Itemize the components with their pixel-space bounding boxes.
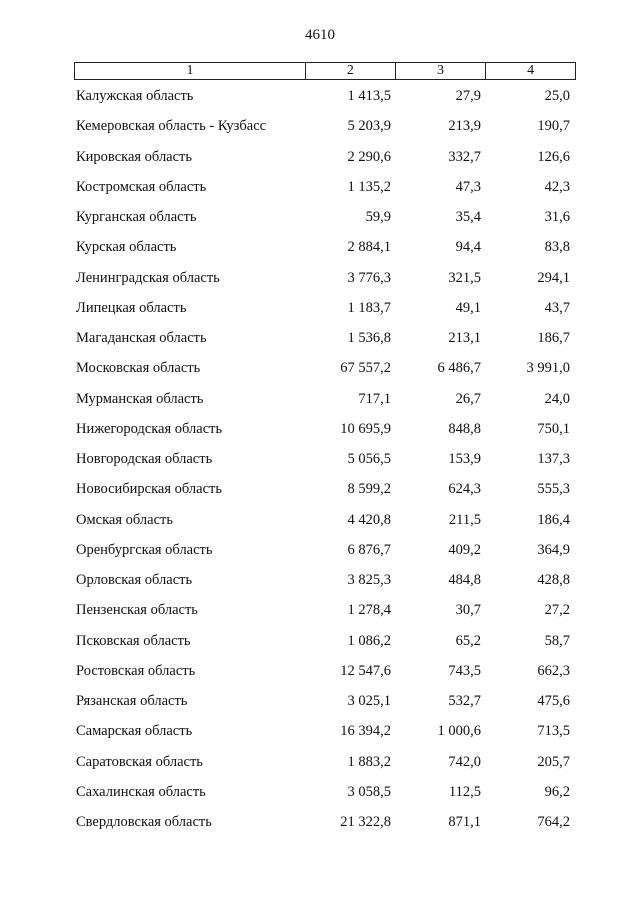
table-row xyxy=(0,237,640,267)
region-name: Кировская область xyxy=(76,148,193,165)
value-col-3: 153,9 xyxy=(448,451,481,467)
value-col-3: 743,5 xyxy=(448,662,481,679)
region-name: Сахалинская область xyxy=(76,783,206,800)
value-col-2: 2 884,1 xyxy=(347,239,391,256)
column-number-header xyxy=(74,62,576,80)
table-row xyxy=(0,207,640,237)
value-col-4: 24,0 xyxy=(544,390,570,407)
table-row xyxy=(0,449,640,479)
table-row xyxy=(0,600,640,630)
table-row xyxy=(0,752,640,782)
value-col-3: 848,8 xyxy=(448,420,481,437)
value-col-3: 213,1 xyxy=(448,330,481,346)
value-col-3: 211,5 xyxy=(448,511,481,528)
value-col-2: 1 278,4 xyxy=(347,602,391,619)
region-name: Самарская область xyxy=(76,723,193,740)
column-header-1: 1 xyxy=(186,63,194,78)
value-col-3: 871,1 xyxy=(448,814,481,830)
value-col-4: 58,7 xyxy=(544,632,570,649)
table-row xyxy=(0,570,640,600)
value-col-3: 65,2 xyxy=(455,632,481,649)
value-col-3: 27,9 xyxy=(455,88,481,104)
table-row xyxy=(0,389,640,419)
value-col-4: 294,1 xyxy=(537,269,570,286)
column-header-4: 4 xyxy=(485,63,575,79)
value-col-2: 67 557,2 xyxy=(340,360,391,377)
value-col-2: 1 183,7 xyxy=(347,299,391,316)
value-col-4: 475,6 xyxy=(537,693,570,709)
value-col-2: 6 876,7 xyxy=(347,541,391,558)
value-col-4: 31,6 xyxy=(544,209,570,225)
region-name: Мурманская область xyxy=(76,390,204,407)
value-col-4: 96,2 xyxy=(544,783,570,800)
value-col-4: 186,4 xyxy=(537,511,570,528)
value-col-2: 2 290,6 xyxy=(347,148,391,165)
table-row xyxy=(0,358,640,388)
region-name: Новгородская область xyxy=(76,451,213,467)
value-col-3: 321,5 xyxy=(448,269,481,286)
region-name: Свердловская область xyxy=(76,814,212,830)
region-name: Пензенская область xyxy=(76,602,198,619)
value-col-4: 42,3 xyxy=(544,178,570,195)
value-col-3: 49,1 xyxy=(455,299,481,316)
value-col-2: 3 025,1 xyxy=(347,693,391,709)
region-name: Рязанская область xyxy=(76,693,188,709)
column-header-3: 3 xyxy=(395,63,486,79)
value-col-2: 3 825,3 xyxy=(347,572,391,588)
value-col-2: 5 056,5 xyxy=(347,451,391,467)
region-name: Псковская область xyxy=(76,632,191,649)
value-col-2: 21 322,8 xyxy=(340,814,391,830)
region-name: Ростовская область xyxy=(76,662,196,679)
value-col-4: 126,6 xyxy=(537,148,570,165)
value-col-4: 27,2 xyxy=(544,602,570,619)
value-col-2: 1 536,8 xyxy=(347,330,391,346)
table-body xyxy=(0,86,640,842)
value-col-3: 332,7 xyxy=(448,148,481,165)
table-row xyxy=(0,177,640,207)
region-name: Московская область xyxy=(76,360,201,377)
table-row xyxy=(0,691,640,721)
value-col-2: 1 135,2 xyxy=(347,178,391,195)
value-col-4: 83,8 xyxy=(544,239,570,256)
region-name: Калужская область xyxy=(76,88,194,104)
table-row xyxy=(0,268,640,298)
value-col-4: 3 991,0 xyxy=(526,360,570,377)
value-col-2: 1 883,2 xyxy=(347,753,391,770)
value-col-2: 3 058,5 xyxy=(347,783,391,800)
value-col-3: 742,0 xyxy=(448,753,481,770)
value-col-4: 137,3 xyxy=(537,451,570,467)
value-col-4: 186,7 xyxy=(537,330,570,346)
value-col-4: 190,7 xyxy=(537,118,570,135)
region-name: Оренбургская область xyxy=(76,541,213,558)
value-col-3: 26,7 xyxy=(455,390,481,407)
value-col-3: 35,4 xyxy=(455,209,481,225)
value-col-3: 1 000,6 xyxy=(437,723,481,740)
value-col-3: 112,5 xyxy=(448,783,481,800)
value-col-3: 213,9 xyxy=(448,118,481,135)
table-row xyxy=(0,661,640,691)
value-col-4: 713,5 xyxy=(537,723,570,740)
value-col-3: 409,2 xyxy=(448,541,481,558)
region-name: Липецкая область xyxy=(76,299,187,316)
value-col-4: 43,7 xyxy=(544,299,570,316)
region-name: Орловская область xyxy=(76,572,193,588)
value-col-2: 59,9 xyxy=(365,209,391,225)
page-number: 4610 xyxy=(305,27,335,43)
value-col-4: 428,8 xyxy=(537,572,570,588)
value-col-2: 717,1 xyxy=(358,390,391,407)
value-col-4: 764,2 xyxy=(537,814,570,830)
table-row xyxy=(0,147,640,177)
value-col-2: 8 599,2 xyxy=(347,481,391,498)
value-col-3: 484,8 xyxy=(448,572,481,588)
value-col-2: 5 203,9 xyxy=(347,118,391,135)
value-col-4: 205,7 xyxy=(537,753,570,770)
region-name: Кемеровская область - Кузбасс xyxy=(76,118,267,135)
region-name: Курская область xyxy=(76,239,177,256)
table-row xyxy=(0,479,640,509)
value-col-3: 94,4 xyxy=(455,239,481,256)
table-row xyxy=(0,540,640,570)
value-col-2: 16 394,2 xyxy=(340,723,391,740)
region-name: Новосибирская область xyxy=(76,481,222,498)
value-col-4: 662,3 xyxy=(537,662,570,679)
region-name: Курганская область xyxy=(76,209,197,225)
value-col-2: 1 086,2 xyxy=(347,632,391,649)
value-col-4: 364,9 xyxy=(537,541,570,558)
value-col-2: 10 695,9 xyxy=(340,420,391,437)
value-col-3: 624,3 xyxy=(448,481,481,498)
table-row xyxy=(0,631,640,661)
region-name: Омская область xyxy=(76,511,173,528)
table-row xyxy=(0,328,640,358)
value-col-2: 1 413,5 xyxy=(347,88,391,104)
table-row xyxy=(0,298,640,328)
value-col-4: 25,0 xyxy=(544,88,570,104)
column-header-2: 2 xyxy=(305,63,395,79)
value-col-3: 532,7 xyxy=(448,693,481,709)
table-row xyxy=(0,782,640,812)
value-col-3: 6 486,7 xyxy=(437,360,481,377)
table-row xyxy=(0,86,640,116)
region-name: Нижегородская область xyxy=(76,420,223,437)
region-name: Магаданская область xyxy=(76,330,207,346)
table-row xyxy=(0,419,640,449)
value-col-2: 4 420,8 xyxy=(347,511,391,528)
value-col-2: 12 547,6 xyxy=(340,662,391,679)
table-row xyxy=(0,510,640,540)
table-row xyxy=(0,116,640,146)
value-col-3: 47,3 xyxy=(455,178,481,195)
value-col-4: 555,3 xyxy=(537,481,570,498)
value-col-2: 3 776,3 xyxy=(347,269,391,286)
table-row xyxy=(0,721,640,751)
region-name: Костромская область xyxy=(76,178,207,195)
region-name: Ленинградская область xyxy=(76,269,220,286)
value-col-4: 750,1 xyxy=(537,420,570,437)
table-row xyxy=(0,812,640,842)
value-col-3: 30,7 xyxy=(455,602,481,619)
region-name: Саратовская область xyxy=(76,753,203,770)
